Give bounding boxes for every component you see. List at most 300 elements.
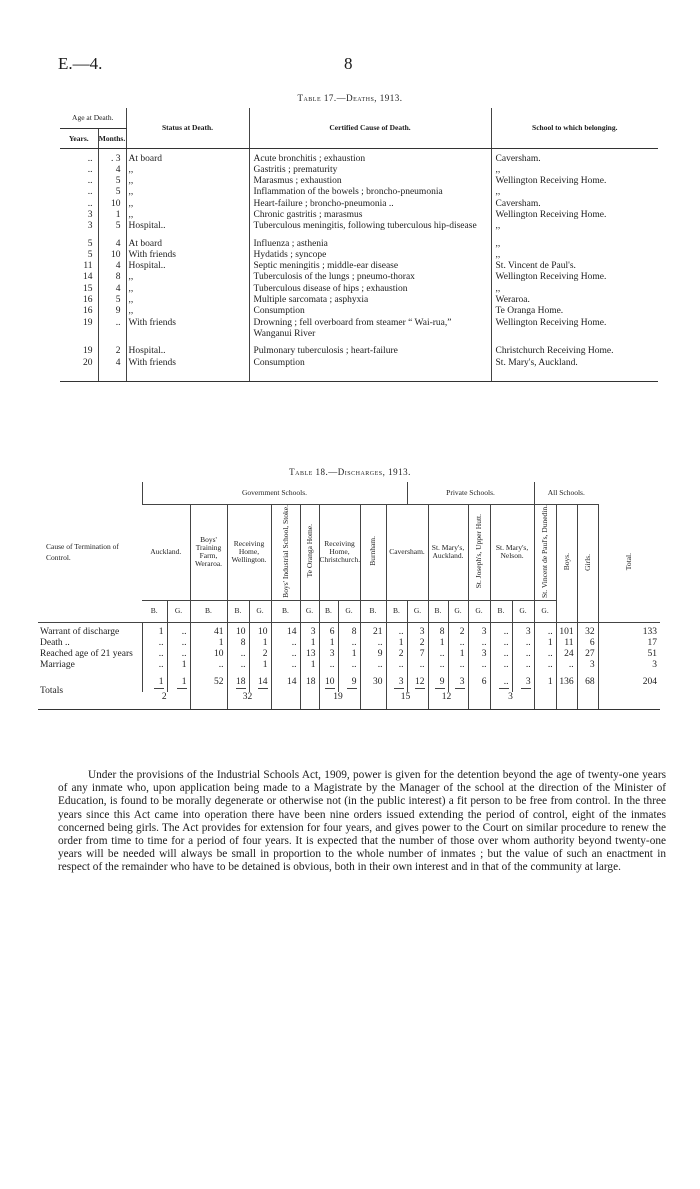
totals-cell — [319, 671, 338, 692]
death-cause-cell: Tuberculous disease of hips ; exhaustion — [249, 284, 491, 295]
discharge-cell: 3 — [319, 649, 338, 660]
discharge-cell: .. — [338, 660, 360, 671]
discharge-cell: .. — [360, 638, 386, 649]
discharge-cell: 1 — [300, 638, 319, 649]
school-st-vincent-label: St. Vincent de Paul's, Dunedin. — [540, 504, 550, 598]
death-cause-cell: Septic meningitis ; middle-ear disease — [249, 261, 491, 272]
empty-cell — [556, 692, 577, 710]
discharge-cell: .. — [512, 660, 534, 671]
death-months-cell: 5 — [98, 295, 126, 306]
table-row — [60, 221, 658, 232]
sex-column-header: G. — [448, 600, 468, 622]
death-months-cell: 9 — [98, 306, 126, 317]
totals-value: 3 — [455, 677, 465, 689]
death-school-cell: Wellington Receiving Home. — [495, 176, 607, 187]
totals-value: 3 — [521, 677, 531, 689]
school-burnham — [360, 504, 386, 600]
totals-cell: 30 — [360, 671, 386, 692]
discharge-cell: 1 — [142, 622, 167, 638]
discharge-cell: .. — [428, 649, 448, 660]
totals-cell — [167, 671, 190, 692]
discharge-cell: 8 — [428, 622, 448, 638]
table-row — [38, 622, 660, 638]
table-row — [38, 649, 660, 660]
death-status-cell: ,, — [126, 284, 249, 295]
discharge-cell: .. — [534, 622, 556, 638]
discharges-table — [38, 482, 660, 710]
sex-column-header: B. — [386, 600, 407, 622]
death-status-cell: ,, — [126, 306, 249, 317]
death-months-cell: 4 — [98, 239, 126, 250]
death-years-cell: 3 — [60, 221, 98, 232]
body-paragraph — [58, 769, 666, 875]
death-school-cell: ,, — [495, 187, 501, 198]
death-years-cell: 16 — [60, 306, 98, 317]
discharge-cell: 3 — [468, 649, 490, 660]
discharge-cell: .. — [271, 638, 300, 649]
age-at-death-header: Age at Death. — [60, 108, 126, 128]
totals-cell: 6 — [468, 671, 490, 692]
death-months-cell: 10 — [98, 199, 126, 210]
table-row — [60, 148, 658, 165]
discharge-cell: 3 — [598, 660, 660, 671]
discharge-cell: 3 — [407, 622, 428, 638]
death-cause-cell: Marasmus ; exhaustion — [249, 176, 491, 187]
sex-column-header: B. — [142, 600, 167, 622]
death-months-cell: 5 — [98, 221, 126, 232]
table-row — [60, 210, 658, 221]
discharge-cell: .. — [338, 638, 360, 649]
death-cause-cell: Hydatids ; syncope — [249, 250, 491, 261]
table-row — [60, 239, 658, 250]
sex-column-header: B. — [319, 600, 338, 622]
death-status-cell: With friends — [126, 358, 249, 382]
death-years-cell: 5 — [60, 250, 98, 261]
discharge-cell: 1 — [386, 638, 407, 649]
discharge-cause-label: Warrant of discharge — [40, 626, 120, 637]
group-sum-cell: 3 — [490, 692, 534, 710]
discharges-table-container — [38, 482, 660, 710]
death-years-cell: 19 — [60, 318, 98, 341]
death-months-cell: 4 — [98, 284, 126, 295]
all-schools-header: All Schools. — [534, 482, 598, 504]
school-receiving-wellington: Receiving Home, Wellington. — [227, 504, 271, 600]
school-st-josephs — [468, 504, 490, 600]
sex-column-header: G. — [512, 600, 534, 622]
death-months-cell: 4 — [98, 165, 126, 176]
sex-column-header: G. — [468, 600, 490, 622]
totals-value: .. — [499, 677, 509, 689]
totals-cell — [227, 671, 249, 692]
death-months-cell: 5 — [98, 187, 126, 198]
discharge-cell: 1 — [428, 638, 448, 649]
sex-column-header: G. — [534, 600, 556, 622]
sex-column-header: B. — [490, 600, 512, 622]
discharge-cell: 1 — [249, 660, 271, 671]
discharge-cell: .. — [428, 660, 448, 671]
death-years-cell: 3 — [60, 210, 98, 221]
death-cause-cell: Pulmonary tuberculosis ; heart-failure — [249, 346, 491, 357]
group-sum-cell: 15 — [386, 692, 428, 710]
death-cause-cell: Consumption — [249, 358, 491, 382]
discharge-cell: .. — [271, 660, 300, 671]
death-status-cell: ,, — [126, 295, 249, 306]
totals-value: 12 — [415, 676, 425, 687]
discharge-cell: 1 — [167, 660, 190, 671]
discharge-cell: .. — [468, 660, 490, 671]
empty-cell — [190, 692, 227, 710]
discharge-cell: 24 — [556, 649, 577, 660]
discharge-cell: 32 — [577, 622, 598, 638]
death-school-cell: Caversham. — [495, 198, 541, 209]
totals-label: Totals — [38, 671, 142, 710]
table-row — [60, 250, 658, 261]
girls-header-label: Girls. — [582, 553, 592, 571]
discharge-cell: .. — [407, 660, 428, 671]
school-st-josephs-label: St. Joseph's, Upper Hutt. — [474, 513, 483, 589]
school-boys-training-farm: Boys' Training Farm, Weraroa. — [190, 504, 227, 600]
death-cause-cell: Tuberculosis of the lungs ; pneumo-thorax — [249, 272, 491, 283]
death-status-cell: With friends — [126, 318, 249, 341]
death-school-cell: Caversham. — [495, 153, 541, 164]
discharge-cell: 41 — [190, 622, 227, 638]
discharge-cell: .. — [490, 638, 512, 649]
group-sum-cell: 12 — [428, 692, 468, 710]
discharge-cell: .. — [534, 649, 556, 660]
death-cause-cell: Inflammation of the bowels ; broncho-pneumonia — [249, 187, 491, 198]
discharge-cell: .. — [448, 638, 468, 649]
sex-column-header: G. — [407, 600, 428, 622]
total-header — [598, 504, 660, 622]
totals-cell: 204 — [598, 671, 660, 692]
table-row — [60, 306, 658, 317]
empty-cell — [360, 692, 386, 710]
page-identifier: E.—4. — [58, 54, 103, 73]
page-number: 8 — [344, 54, 353, 73]
death-school-cell: Wellington Receiving Home. — [495, 317, 607, 328]
death-school-cell: St. Mary's, Auckland. — [491, 358, 658, 382]
discharge-cell: .. — [167, 649, 190, 660]
totals-cell — [407, 671, 428, 692]
sex-column-header: G. — [300, 600, 319, 622]
deaths-table-container — [60, 108, 658, 382]
death-months-cell: 10 — [98, 250, 126, 261]
discharge-cell: .. — [167, 638, 190, 649]
totals-cell — [386, 671, 407, 692]
death-months-cell: 8 — [98, 272, 126, 283]
sex-column-header: G. — [167, 600, 190, 622]
death-school-cell: St. Vincent de Paul's. — [495, 261, 576, 272]
empty-cell — [577, 692, 598, 710]
group-sum-cell: 32 — [227, 692, 271, 710]
sex-column-header: G. — [338, 600, 360, 622]
totals-value: 14 — [258, 676, 268, 687]
discharge-cell: 11 — [556, 638, 577, 649]
death-status-cell: At board — [126, 239, 249, 250]
discharge-cause-label: Reached age of 21 years — [40, 648, 133, 659]
sex-column-header: B. — [360, 600, 386, 622]
death-school-cell: Te Oranga Home. — [495, 306, 564, 317]
death-status-cell: ,, — [126, 176, 249, 187]
discharge-cell: 133 — [598, 622, 660, 638]
discharge-cell: .. — [360, 660, 386, 671]
death-years-cell: 11 — [60, 261, 98, 272]
discharge-cell: .. — [142, 649, 167, 660]
death-status-cell: ,, — [126, 210, 249, 221]
discharge-cell: 2 — [448, 622, 468, 638]
boys-header — [556, 504, 577, 622]
discharge-cell: .. — [490, 649, 512, 660]
school-header: School to which belonging. — [491, 108, 658, 148]
death-years-cell: 5 — [60, 239, 98, 250]
school-burnham-label: Burnham. — [368, 536, 377, 566]
table-row — [60, 199, 658, 210]
death-months-cell: .. — [98, 318, 126, 341]
death-school-cell: ,, — [495, 238, 501, 249]
death-years-cell: .. — [60, 176, 98, 187]
totals-cell: 68 — [577, 671, 598, 692]
death-status-cell: Hospital.. — [126, 221, 249, 232]
school-receiving-christchurch: Receiving Home, Christchurch. — [319, 504, 360, 600]
discharge-cell: 7 — [407, 649, 428, 660]
group-sum-cell: 2 — [142, 692, 190, 710]
death-cause-cell: Acute bronchitis ; exhaustion — [249, 148, 491, 165]
discharge-cell: .. — [190, 660, 227, 671]
discharge-cell: 1 — [300, 660, 319, 671]
death-school-cell: ,, — [495, 164, 501, 175]
school-boys-industrial-stoke — [271, 504, 300, 600]
discharge-cell: 9 — [360, 649, 386, 660]
empty-cell — [300, 692, 319, 710]
discharge-cell: 3 — [577, 660, 598, 671]
death-status-cell: ,, — [126, 272, 249, 283]
school-te-oranga — [300, 504, 319, 600]
totals-value: 3 — [394, 677, 404, 689]
death-status-cell: With friends — [126, 250, 249, 261]
death-cause-cell: Drowning ; fell overboard from steamer “ Wai-rua,” Wanganui River — [249, 318, 491, 341]
discharge-cell: .. — [167, 622, 190, 638]
totals-cell — [142, 671, 167, 692]
girls-header — [577, 504, 598, 622]
discharge-cell: 51 — [598, 649, 660, 660]
table-row — [60, 176, 658, 187]
death-cause-cell: Tuberculous meningitis, following tuberculous hip-disease — [249, 221, 491, 232]
death-years-cell: .. — [60, 165, 98, 176]
cause-of-termination-header: Cause of Termination of Control. — [38, 482, 142, 622]
school-st-marys-auckland: St. Mary's, Auckland. — [428, 504, 468, 600]
death-cause-cell: Influenza ; asthenia — [249, 239, 491, 250]
death-status-cell: ,, — [126, 187, 249, 198]
empty-cell — [468, 692, 490, 710]
death-cause-cell: Heart-failure ; broncho-pneumonia .. — [249, 199, 491, 210]
discharge-cell: 2 — [386, 649, 407, 660]
discharge-cell: .. — [490, 622, 512, 638]
death-years-cell: .. — [60, 187, 98, 198]
death-school-cell: ,, — [495, 283, 501, 294]
table-row — [60, 261, 658, 272]
death-years-cell: .. — [60, 199, 98, 210]
discharge-cell: 17 — [598, 638, 660, 649]
discharge-cell: .. — [386, 660, 407, 671]
death-status-cell: ,, — [126, 165, 249, 176]
table-row — [60, 187, 658, 198]
death-school-cell: Weraroa. — [495, 295, 530, 306]
discharge-cell: 1 — [448, 649, 468, 660]
death-years-cell: 14 — [60, 272, 98, 283]
school-st-marys-nelson: St. Mary's, Nelson. — [490, 504, 534, 600]
totals-value: 9 — [435, 677, 445, 689]
discharge-cause-label: Death .. — [40, 637, 70, 648]
discharge-cell: 101 — [556, 622, 577, 638]
discharge-cell: 6 — [319, 622, 338, 638]
table-row — [60, 358, 658, 382]
discharge-cell: 10 — [249, 622, 271, 638]
discharge-cell: 3 — [468, 622, 490, 638]
discharge-cell: .. — [227, 660, 249, 671]
discharge-cell: .. — [142, 638, 167, 649]
totals-cell — [448, 671, 468, 692]
discharge-cell: .. — [490, 660, 512, 671]
discharge-cell: 10 — [227, 622, 249, 638]
discharge-cell: .. — [227, 649, 249, 660]
discharge-cell: .. — [556, 660, 577, 671]
death-years-cell: 20 — [60, 358, 98, 382]
death-months-cell: 4 — [98, 358, 126, 382]
months-header: Months. — [98, 128, 126, 148]
discharge-cell: .. — [512, 638, 534, 649]
death-school-cell: ,, — [495, 221, 501, 232]
totals-cell: 1 — [534, 671, 556, 692]
table-row — [60, 284, 658, 295]
table-row — [60, 272, 658, 283]
death-years-cell: .. — [60, 148, 98, 165]
discharge-cell: 3 — [300, 622, 319, 638]
totals-value: 10 — [325, 676, 335, 687]
discharge-cell: 13 — [300, 649, 319, 660]
table18-caption: Table 18.—Discharges, 1913. — [289, 467, 411, 477]
body-paragraph-text: Under the provisions of the Industrial Schools Act, 1909, power is given for the detention beyond the age of twenty-one years of any inmate who, upon application being made to a Magistrate by the Manager of the school at the direction of the Minister of Education, is found to be morally degenerate or otherwise not (in the public interest) a fit person to be free from control. In the three years since this Act came into operation there have been nine orders issued extending the period of control, eight of the inmates concerned being girls. The Act provides for extension for four years, and gives power to the Court on similar procedure to renew the order from time to time for a period of four years. It is expected that the number of those over whom authority beyond twenty-one years will be needed will always be small in proportion to the whole number of inmates ; but the value of such an enactment in respect of the remainder who have to be detained is obvious, both in their own interest and in that of the community at large. — [58, 769, 666, 874]
discharge-cell: 1 — [338, 649, 360, 660]
private-schools-header: Private Schools. — [407, 482, 534, 504]
discharge-cell: 2 — [249, 649, 271, 660]
discharge-cell: 1 — [319, 638, 338, 649]
school-te-oranga-label: Te Oranga Home. — [304, 524, 314, 578]
discharge-cell: .. — [534, 660, 556, 671]
death-school-cell: ,, — [495, 249, 501, 260]
death-school-cell: Wellington Receiving Home. — [495, 272, 607, 283]
group-sum-cell: 19 — [319, 692, 360, 710]
table-row — [60, 346, 658, 357]
discharge-cell: 14 — [271, 622, 300, 638]
totals-cell — [490, 671, 512, 692]
status-header: Status at Death. — [126, 108, 249, 148]
discharge-cell: .. — [448, 660, 468, 671]
discharge-cell: 8 — [227, 638, 249, 649]
discharge-cell: 27 — [577, 649, 598, 660]
table-row — [38, 660, 660, 671]
table17-caption: Table 17.—Deaths, 1913. — [297, 93, 403, 103]
death-cause-cell: Multiple sarcomata ; asphyxia — [249, 295, 491, 306]
totals-cell — [249, 671, 271, 692]
table-row — [60, 295, 658, 306]
death-status-cell: At board — [126, 148, 249, 165]
discharge-cell: 2 — [407, 638, 428, 649]
totals-cell: 136 — [556, 671, 577, 692]
cause-header: Certified Cause of Death. — [249, 108, 491, 148]
totals-cell: 52 — [190, 671, 227, 692]
discharge-cell: 21 — [360, 622, 386, 638]
discharge-cell: 10 — [190, 649, 227, 660]
table-row — [60, 165, 658, 176]
death-school-cell: Wellington Receiving Home. — [495, 209, 607, 220]
death-status-cell: ,, — [126, 199, 249, 210]
discharge-cell: 1 — [534, 638, 556, 649]
discharge-cause-label: Marriage — [40, 659, 75, 670]
years-header: Years. — [60, 128, 98, 148]
total-header-label: Total. — [624, 553, 634, 571]
death-cause-cell: Chronic gastritis ; marasmus — [249, 210, 491, 221]
totals-value: 1 — [177, 677, 187, 689]
discharge-cell: .. — [142, 660, 167, 671]
empty-cell — [534, 692, 556, 710]
death-months-cell: 4 — [98, 261, 126, 272]
totals-cell: 14 — [271, 671, 300, 692]
empty-cell — [598, 692, 660, 710]
school-boys-industrial-stoke-label: Boys' Industrial School, Stoke. — [280, 504, 290, 598]
totals-value: 1 — [154, 677, 164, 689]
discharge-cell: 8 — [338, 622, 360, 638]
death-school-cell: Christchurch Receiving Home. — [495, 346, 614, 357]
sex-column-header: B. — [271, 600, 300, 622]
totals-cell: 18 — [300, 671, 319, 692]
table-row — [60, 318, 658, 341]
sex-column-header: B. — [190, 600, 227, 622]
school-auckland: Auckland. — [142, 504, 190, 600]
death-months-cell: 5 — [98, 176, 126, 187]
discharge-cell: .. — [512, 649, 534, 660]
death-months-cell: 2 — [98, 346, 126, 357]
empty-cell — [271, 692, 300, 710]
death-years-cell: 19 — [60, 346, 98, 357]
sex-column-header: G. — [249, 600, 271, 622]
school-caversham: Caversham. — [386, 504, 428, 600]
discharge-cell: .. — [271, 649, 300, 660]
death-cause-cell: Consumption — [249, 306, 491, 317]
boys-header-label: Boys. — [561, 553, 571, 571]
death-status-cell: Hospital.. — [126, 346, 249, 357]
totals-value: 18 — [236, 676, 246, 687]
death-months-cell: 1 — [98, 210, 126, 221]
death-months-cell: . 3 — [98, 148, 126, 165]
death-years-cell: 16 — [60, 295, 98, 306]
sex-column-header: B. — [428, 600, 448, 622]
government-schools-header: Government Schools. — [142, 482, 407, 504]
death-years-cell: 15 — [60, 284, 98, 295]
discharge-cell: .. — [468, 638, 490, 649]
totals-cell — [428, 671, 448, 692]
discharge-cell: 3 — [512, 622, 534, 638]
discharge-cell: 1 — [190, 638, 227, 649]
totals-row — [38, 671, 660, 692]
discharge-cell: 6 — [577, 638, 598, 649]
discharge-cell: .. — [319, 660, 338, 671]
sex-column-header: B. — [227, 600, 249, 622]
death-status-cell: Hospital.. — [126, 261, 249, 272]
discharge-cell: 1 — [249, 638, 271, 649]
discharge-cell: .. — [386, 622, 407, 638]
table-row — [38, 638, 660, 649]
totals-cell — [338, 671, 360, 692]
